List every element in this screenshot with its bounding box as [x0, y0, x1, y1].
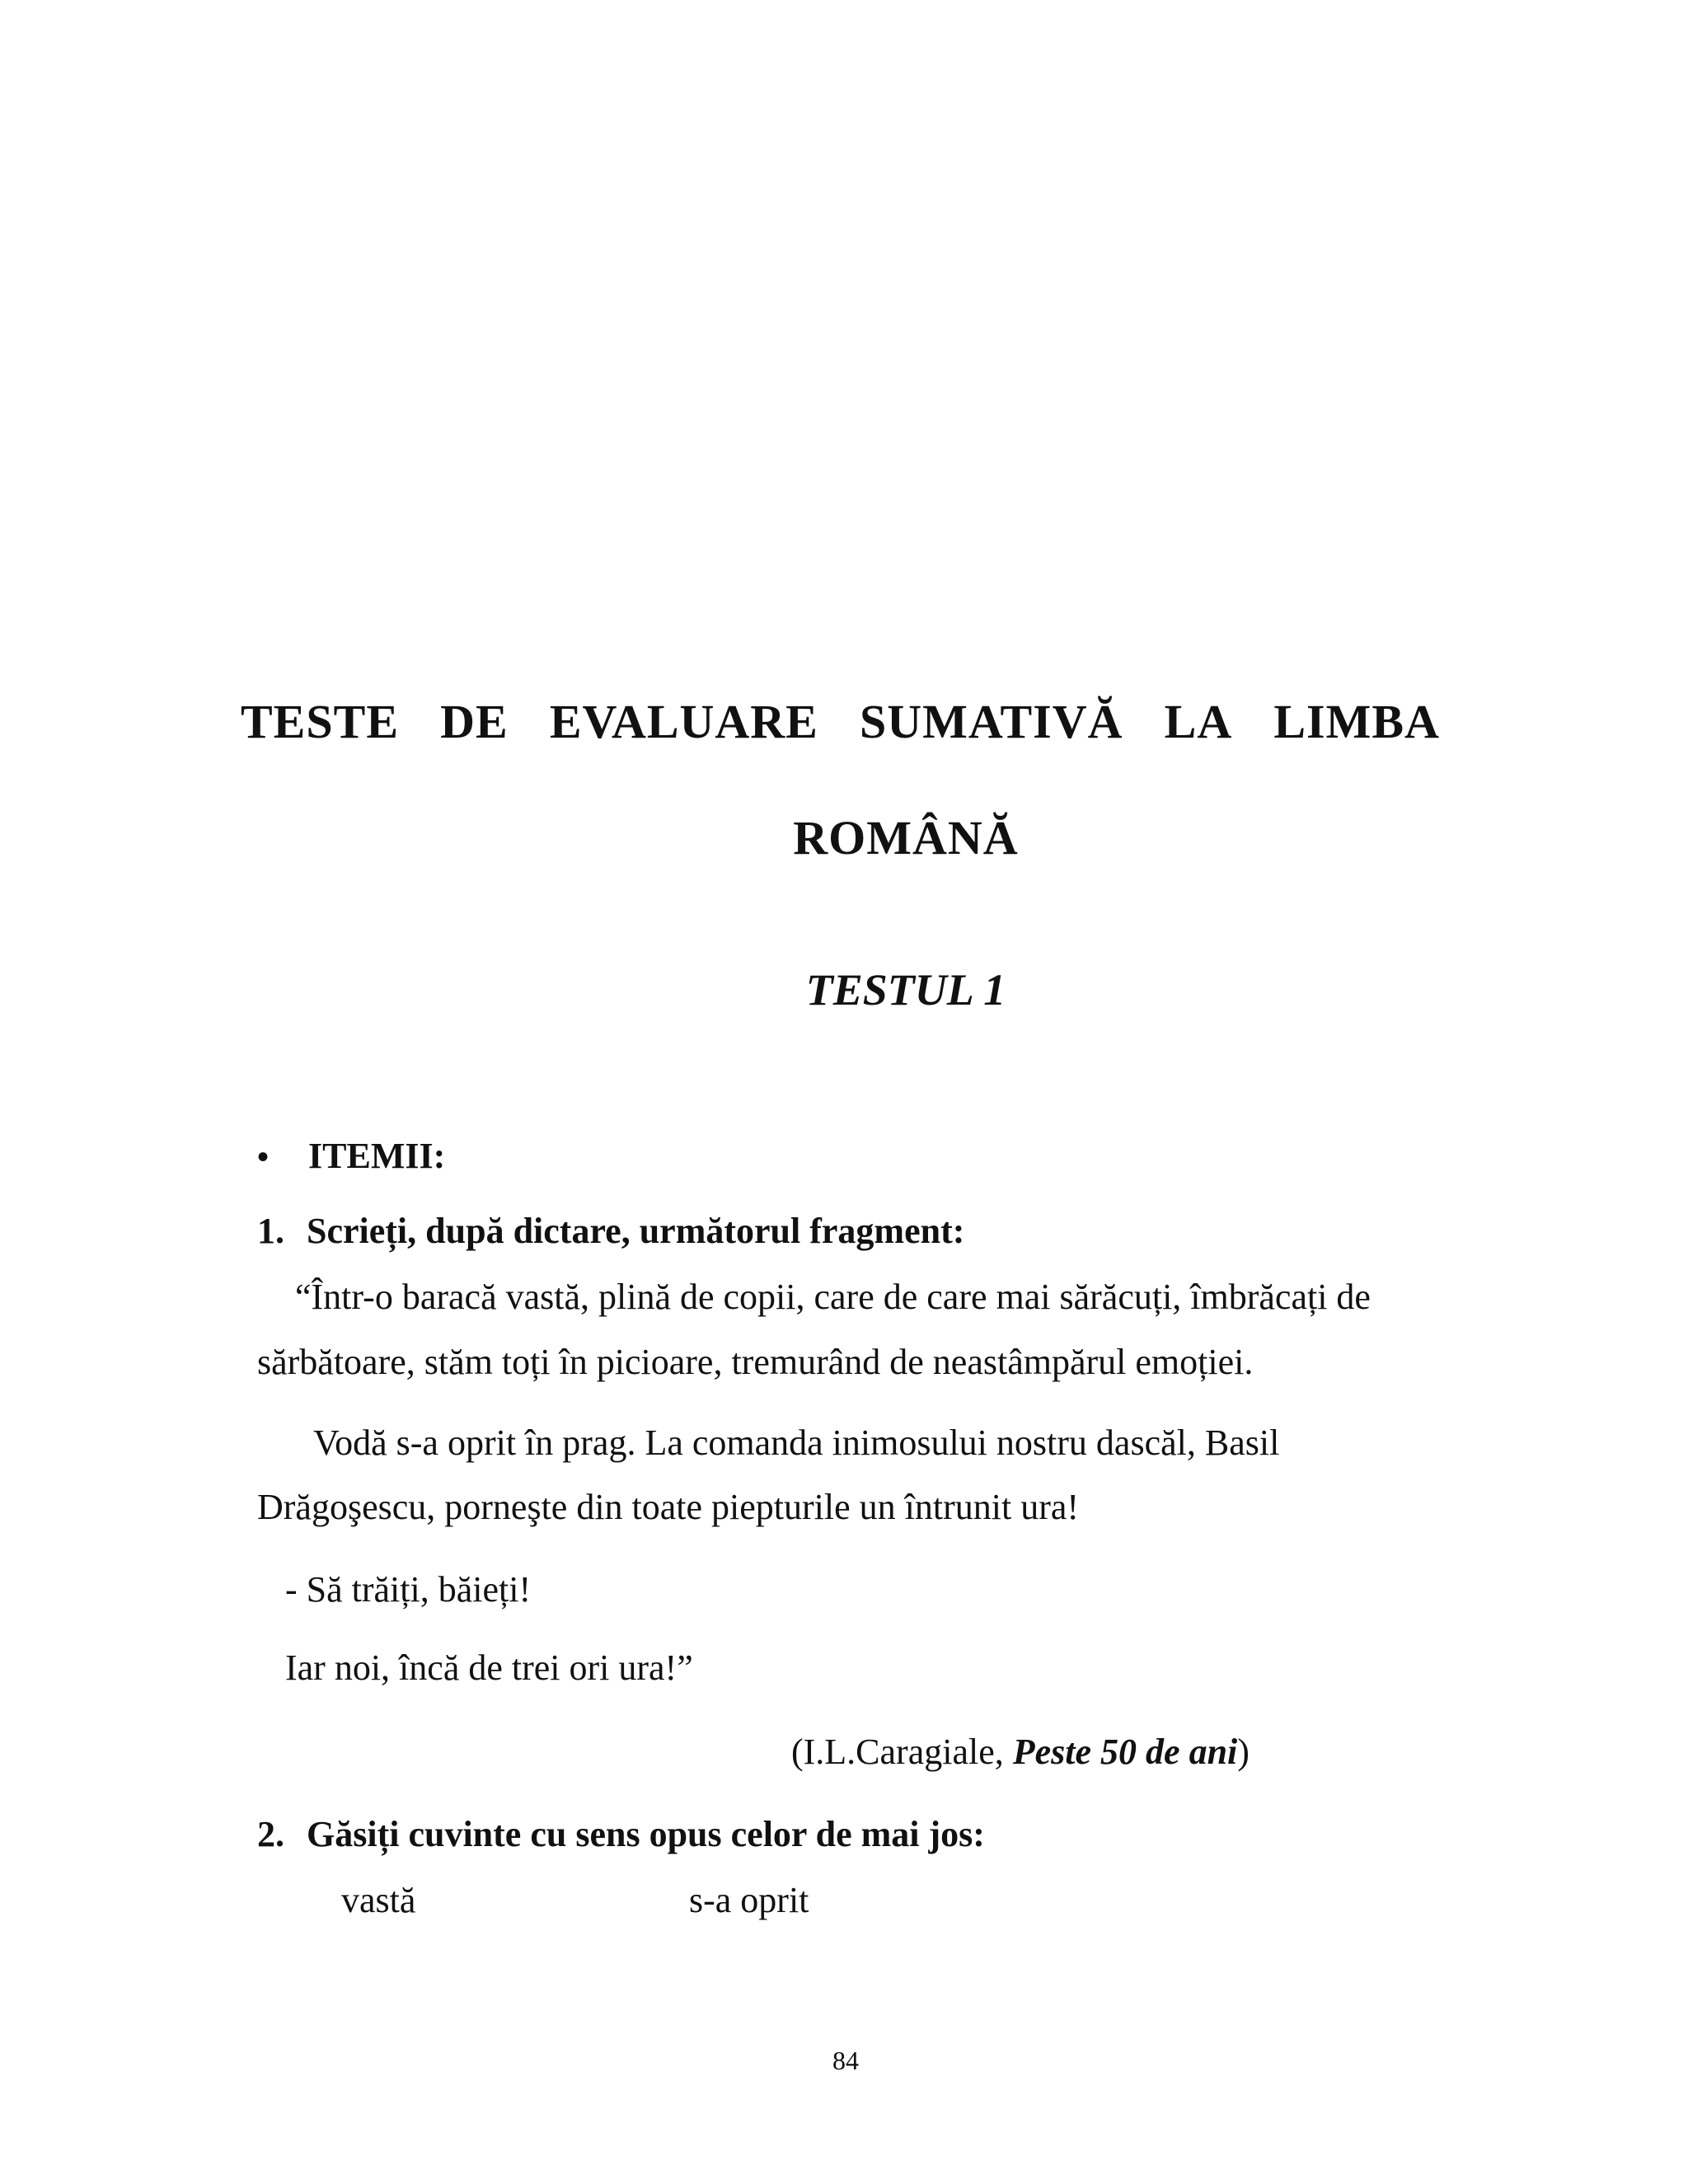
- citation-close: ): [1237, 1732, 1250, 1772]
- citation-work-title: Peste 50 de ani: [1012, 1732, 1238, 1772]
- title-word: DE: [440, 695, 509, 748]
- document-title-line-2: ROMÂNĂ: [793, 811, 1019, 865]
- question-1: [257, 1210, 964, 1252]
- antonym-word: s-a oprit: [689, 1880, 809, 1920]
- question-text: Găsiți cuvinte cu sens opus celor de mai jos:: [307, 1814, 985, 1854]
- fragment-line: Vodă s-a oprit în prag. La comanda inimosului nostru dascăl, Basil: [313, 1422, 1280, 1463]
- citation: [791, 1731, 1250, 1773]
- question-2: [257, 1813, 985, 1855]
- fragment-line: sărbătoare, stăm toți în picioare, tremurând de neastâmpărul emoției.: [257, 1342, 1254, 1382]
- test-heading: TESTUL 1: [805, 965, 1006, 1015]
- items-section-heading: [257, 1135, 445, 1177]
- antonym-word: vastă: [341, 1880, 416, 1920]
- fragment-line: Drăgoşescu, porneşte din toate piepturile un întrunit ura!: [257, 1487, 1080, 1527]
- items-label: ITEMII:: [308, 1136, 446, 1176]
- question-text: Scrieți, după dictare, următorul fragment:: [307, 1211, 965, 1251]
- fragment-line: - Să trăiți, băieți!: [285, 1569, 532, 1610]
- title-word: LA: [1164, 695, 1233, 748]
- fragment-line: “Într-o baracă vastă, plină de copii, care de care mai sărăcuți, îmbrăcați de: [295, 1277, 1371, 1317]
- question-number: 2.: [257, 1814, 284, 1854]
- citation-author: (I.L.Caragiale,: [791, 1732, 1013, 1772]
- title-word: LIMBA: [1273, 695, 1440, 748]
- bullet-icon: •: [257, 1138, 270, 1175]
- question-number: 1.: [257, 1211, 284, 1251]
- title-word: SUMATIVĂ: [860, 695, 1123, 748]
- title-word: TESTE: [241, 695, 399, 748]
- page-number: 84: [832, 2046, 859, 2075]
- fragment-line: Iar noi, încă de trei ori ura!”: [285, 1647, 693, 1688]
- title-word: EVALUARE: [549, 695, 818, 748]
- document-title-line-1: [241, 694, 1440, 749]
